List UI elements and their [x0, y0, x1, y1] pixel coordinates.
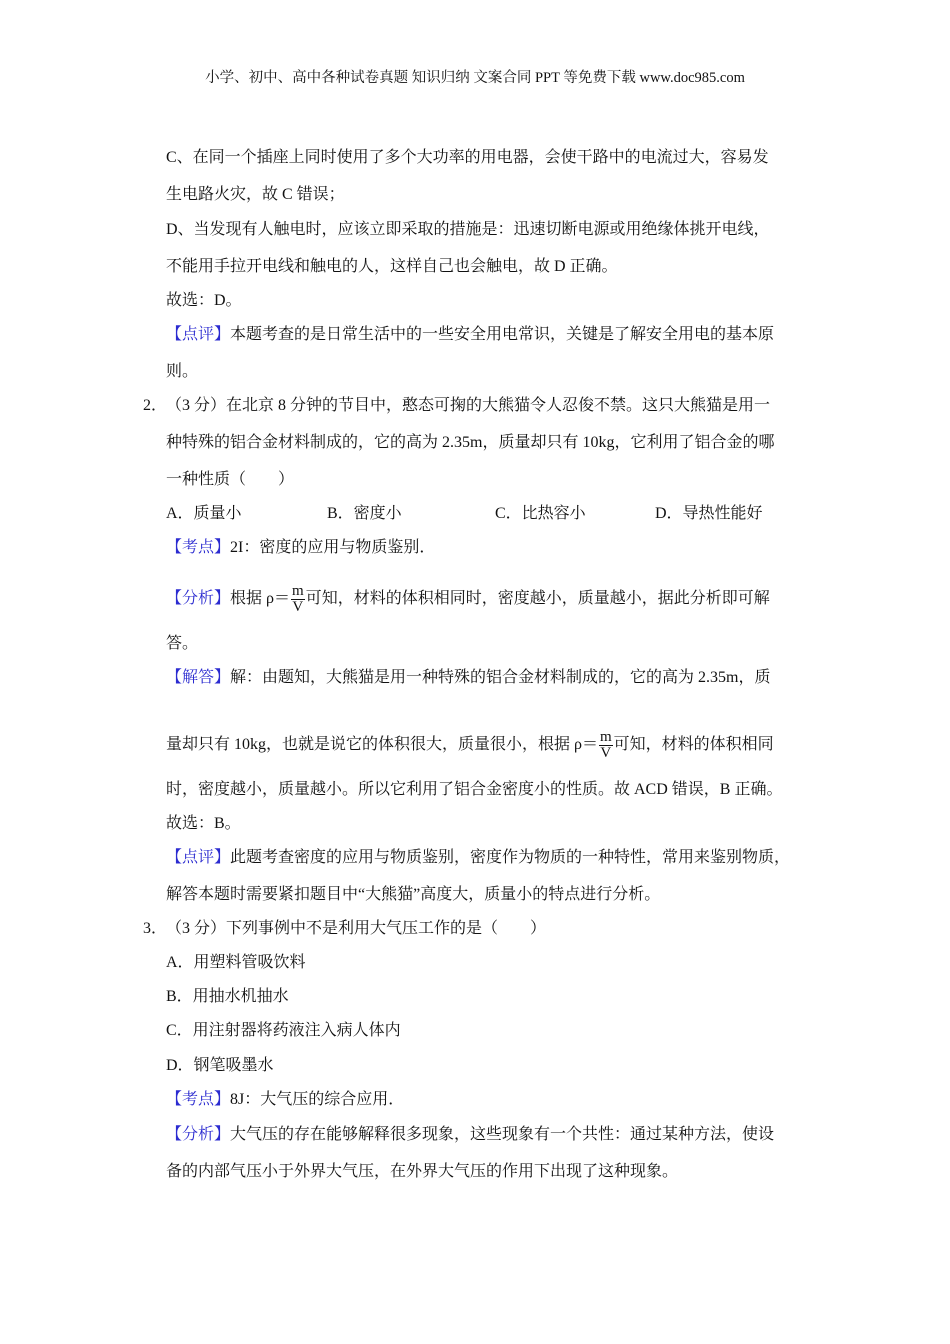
q2-answer: 故选：B。 [166, 815, 241, 832]
q2-jieda-l3: 时，密度越小，质量越小。所以它利用了铝合金密度小的性质。故 ACD 错误，B 正确。 [166, 781, 783, 798]
density-fraction: $\frac{m}{V}$ [600, 729, 612, 761]
text-line: 则。 [166, 363, 199, 380]
text-line: 一种性质（ ） [166, 471, 295, 488]
q3-option-a: A．用塑料管吸饮料 [166, 954, 306, 971]
q3-option-c: C．用注射器将药液注入病人体内 [166, 1022, 401, 1039]
q3-kaodian: 【考点】8J：大气压的综合应用． [166, 1091, 405, 1108]
text-line: 种特殊的铝合金材料制成的，它的高为 2.35m，质量却只有 10kg，它利用了铝合金的哪 [166, 434, 775, 451]
q2-option-b: B．密度小 [327, 505, 402, 522]
q2-fenxi: 【分析】根据 ρ＝ $\frac{m}{V}$ 可知，材料的体积相同时，密度越小，质量越小，据此分析即可解 [166, 583, 770, 615]
page-header: 小学、初中、高中各种试卷真题 知识归纳 文案合同 PPT 等免费下载 www.doc985.com [205, 70, 745, 86]
text-line: C、在同一个插座上同时使用了多个大功率的用电器，会使干路中的电流过大，容易发 [166, 149, 769, 166]
q3-option-d: D．钢笔吸墨水 [166, 1057, 274, 1074]
q2-fenxi-cont: 答。 [166, 635, 199, 652]
density-fraction: $\frac{m}{V}$ [292, 583, 304, 615]
text-line: （3 分）在北京 8 分钟的节目中，憨态可掬的大熊猫令人忍俊不禁。这只大熊猫是用一 [166, 397, 771, 414]
text-line: 生电路火灾，故 C 错误； [166, 186, 345, 203]
q2-kaodian: 【考点】2I：密度的应用与物质鉴别． [166, 539, 436, 556]
q2-dianping: 【点评】此题考查密度的应用与物质鉴别，密度作为物质的一种特性，常用来鉴别物质， [166, 849, 791, 866]
q2-jieda: 【解答】解：由题知，大熊猫是用一种特殊的铝合金材料制成的，它的高为 2.35m，质 [166, 669, 771, 686]
q2-jieda-l2: 量却只有 10kg，也就是说它的体积很大，质量很小，根据 ρ＝ $\frac{m}{V}$ 可知，材料的体积相同 [166, 729, 774, 761]
text-line: 【点评】本题考查的是日常生活中的一些安全用电常识，关键是了解安全用电的基本原 [166, 326, 775, 343]
text-line: 不能用手拉开电线和触电的人，这样自己也会触电，故 D 正确。 [166, 258, 618, 275]
q3-number: 3． [143, 920, 168, 937]
q2-option-a: A．质量小 [166, 505, 242, 522]
q3-fenxi-l2: 备的内部气压小于外界大气压，在外界大气压的作用下出现了这种现象。 [166, 1163, 679, 1180]
q2-option-c: C．比热容小 [495, 505, 586, 522]
q3-fenxi: 【分析】大气压的存在能够解释很多现象，这些现象有一个共性：通过某种方法，使设 [166, 1126, 775, 1143]
question-number: 2． [143, 397, 168, 414]
q3-stem: （3 分）下列事例中不是利用大气压工作的是（ ） [166, 920, 547, 937]
q2-option-d: D．导热性能好 [655, 505, 763, 522]
text-line: 故选：D。 [166, 292, 242, 309]
text-line: D、当发现有人触电时，应该立即采取的措施是：迅速切断电源或用绝缘体挑开电线， [166, 221, 770, 238]
q3-option-b: B．用抽水机抽水 [166, 988, 289, 1005]
q2-dianping-l2: 解答本题时需要紧扣题目中“大熊猫”高度大，质量小的特点进行分析。 [166, 886, 661, 903]
